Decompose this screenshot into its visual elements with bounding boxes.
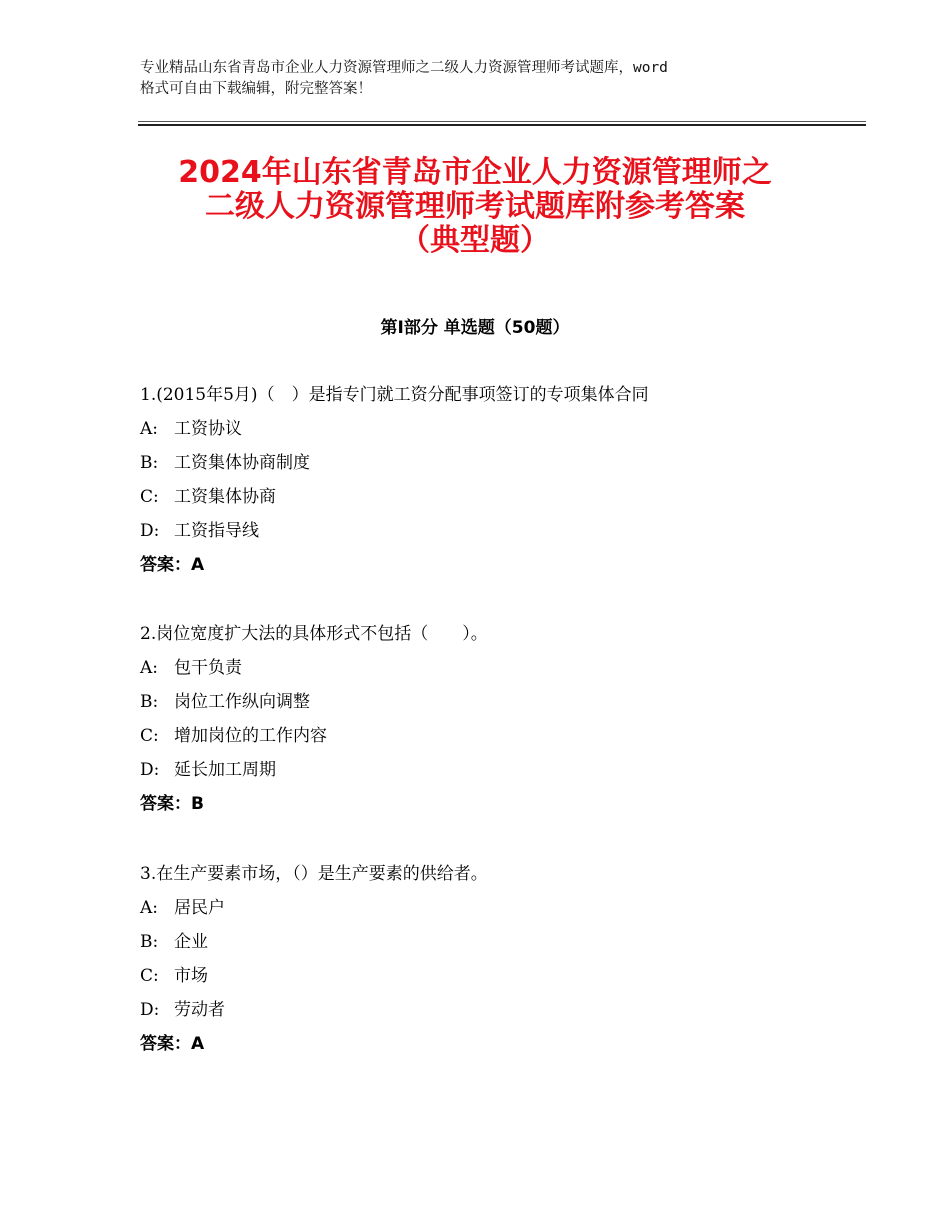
- header-divider-thin: [138, 121, 866, 122]
- question-1: [140, 383, 860, 587]
- option-d: [140, 758, 860, 792]
- document-title-line-2: 二级人力资源管理师考试题库附参考答案: [205, 189, 745, 224]
- question-stem: 1.(2015年5月)（ ）是指专门就工资分配事项签订的专项集体合同: [140, 385, 649, 405]
- question-stem: 2.岗位宽度扩大法的具体形式不包括（ ）。: [140, 624, 488, 644]
- document-title-line-1: 2024年山东省青岛市企业人力资源管理师之: [178, 155, 772, 190]
- option-letter: D:: [140, 1000, 160, 1020]
- header-note-line-2: 格式可自由下载编辑，附完整答案！: [140, 81, 372, 97]
- option-letter: B:: [140, 453, 159, 473]
- header-note-line-1: 专业精品山东省青岛市企业人力资源管理师之二级人力资源管理师考试题库，word: [140, 60, 668, 76]
- answer-label: 答案：B: [140, 794, 204, 814]
- option-letter: A:: [140, 898, 159, 918]
- option-text: 延长加工周期: [174, 760, 276, 780]
- option-text: 工资集体协商制度: [174, 453, 310, 473]
- option-c: [140, 964, 860, 998]
- option-text: 企业: [174, 932, 208, 952]
- option-text: 居民户: [174, 898, 225, 918]
- answer-label: 答案：A: [140, 1034, 205, 1054]
- answer-label: 答案：A: [140, 555, 205, 575]
- option-text: 工资协议: [174, 419, 242, 439]
- option-letter: A:: [140, 419, 159, 439]
- question-stem: 3.在生产要素市场，（）是生产要素的供给者。: [140, 864, 488, 884]
- option-text: 岗位工作纵向调整: [174, 692, 310, 712]
- option-letter: C:: [140, 726, 159, 746]
- option-b: [140, 690, 860, 724]
- option-d: [140, 998, 860, 1032]
- option-b: [140, 451, 860, 485]
- option-text: 市场: [174, 966, 208, 986]
- question-2: [140, 622, 860, 826]
- option-letter: D:: [140, 760, 160, 780]
- option-text: 增加岗位的工作内容: [174, 726, 327, 746]
- option-d: [140, 519, 860, 553]
- option-a: [140, 896, 860, 930]
- document-title: [60, 156, 890, 258]
- option-c: [140, 724, 860, 758]
- option-text: 工资指导线: [174, 521, 259, 541]
- option-letter: D:: [140, 521, 160, 541]
- option-a: [140, 656, 860, 690]
- option-a: [140, 417, 860, 451]
- option-b: [140, 930, 860, 964]
- section-heading: 第Ⅰ部分 单选题（50题）: [380, 318, 570, 338]
- option-text: 工资集体协商: [174, 487, 276, 507]
- option-letter: C:: [140, 966, 159, 986]
- question-3: [140, 862, 860, 1066]
- option-letter: B:: [140, 692, 159, 712]
- header-note: [140, 58, 840, 100]
- option-text: 包干负责: [174, 658, 242, 678]
- document-title-line-3: （典型题）: [400, 223, 550, 258]
- option-letter: A:: [140, 658, 159, 678]
- option-letter: C:: [140, 487, 159, 507]
- option-letter: B:: [140, 932, 159, 952]
- option-text: 劳动者: [174, 1000, 225, 1020]
- header-divider-thick: [138, 124, 866, 126]
- option-c: [140, 485, 860, 519]
